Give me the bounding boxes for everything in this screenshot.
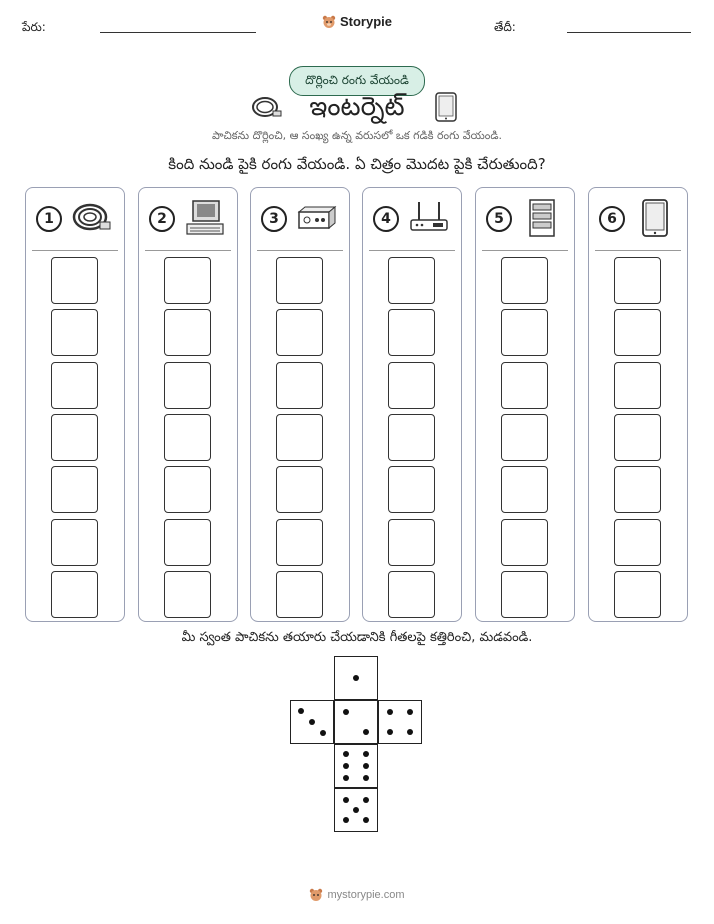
pip — [343, 817, 349, 823]
column-2 — [138, 187, 238, 622]
instruction-pill: దొర్లించి రంగు వేయండి — [289, 66, 425, 96]
cut-instruction: మీ స్వంత పాచికను తయారు చేయడానికి గీతలపై కత్తిరించి, మడవండి. — [181, 630, 533, 645]
column-divider — [257, 250, 343, 251]
pip — [363, 775, 369, 781]
color-box[interactable] — [501, 414, 548, 461]
color-box[interactable] — [276, 309, 323, 356]
dice-face-5 — [334, 788, 378, 832]
color-box[interactable] — [614, 414, 661, 461]
color-box[interactable] — [164, 414, 211, 461]
pip — [320, 730, 326, 736]
footer — [0, 888, 714, 902]
computer-icon — [183, 198, 227, 238]
column-divider — [369, 250, 455, 251]
brand-logo — [0, 14, 714, 29]
modem-icon — [295, 198, 339, 238]
column-4 — [362, 187, 462, 622]
color-box[interactable] — [501, 309, 548, 356]
color-box[interactable] — [388, 257, 435, 304]
pip — [407, 729, 413, 735]
date-line[interactable] — [567, 32, 691, 33]
color-box[interactable] — [51, 414, 98, 461]
color-box[interactable] — [276, 414, 323, 461]
pip — [343, 797, 349, 803]
color-box[interactable] — [51, 519, 98, 566]
color-box[interactable] — [51, 309, 98, 356]
color-box[interactable] — [276, 571, 323, 618]
color-box[interactable] — [388, 519, 435, 566]
pip — [407, 709, 413, 715]
pip — [298, 708, 304, 714]
pip — [387, 729, 393, 735]
name-label: పేరు: — [22, 20, 46, 34]
color-box[interactable] — [164, 571, 211, 618]
color-box[interactable] — [388, 571, 435, 618]
dice-face-4 — [378, 700, 422, 744]
name-line[interactable] — [100, 32, 256, 33]
color-box[interactable] — [164, 257, 211, 304]
pip — [363, 751, 369, 757]
color-box[interactable] — [501, 257, 548, 304]
pip — [343, 775, 349, 781]
color-box[interactable] — [388, 414, 435, 461]
column-number: 1 — [36, 206, 62, 232]
pip — [387, 709, 393, 715]
page-title: ఇంటర్నెట్ — [309, 92, 405, 122]
pip — [343, 751, 349, 757]
tablet-icon — [633, 198, 677, 238]
bear-icon — [322, 15, 336, 29]
column-divider — [32, 250, 118, 251]
pip — [343, 709, 349, 715]
column-number: 4 — [373, 206, 399, 232]
column-number: 3 — [261, 206, 287, 232]
pip — [363, 729, 369, 735]
color-box[interactable] — [388, 309, 435, 356]
tablet-icon — [435, 92, 457, 122]
date-label: తేదీ: — [494, 20, 516, 34]
color-box[interactable] — [164, 309, 211, 356]
pip — [309, 719, 315, 725]
color-box[interactable] — [276, 466, 323, 513]
color-box[interactable] — [614, 309, 661, 356]
pip — [363, 763, 369, 769]
column-divider — [595, 250, 681, 251]
question: కింది నుండి పైకి రంగు వేయండి. ఏ చిత్రం మొదట పైకి చేరుతుంది? — [168, 155, 546, 173]
color-box[interactable] — [501, 466, 548, 513]
color-box[interactable] — [276, 257, 323, 304]
color-box[interactable] — [276, 362, 323, 409]
color-box[interactable] — [276, 519, 323, 566]
column-number: 2 — [149, 206, 175, 232]
column-divider — [145, 250, 231, 251]
column-divider — [482, 250, 568, 251]
color-box[interactable] — [51, 257, 98, 304]
column-6 — [588, 187, 688, 622]
color-box[interactable] — [164, 519, 211, 566]
dice-face-2 — [334, 700, 378, 744]
server-icon — [520, 198, 564, 238]
color-box[interactable] — [614, 466, 661, 513]
color-box[interactable] — [501, 362, 548, 409]
dice-face-6 — [334, 744, 378, 788]
column-number: 6 — [599, 206, 625, 232]
pip — [363, 797, 369, 803]
color-box[interactable] — [51, 466, 98, 513]
color-box[interactable] — [614, 257, 661, 304]
column-3 — [250, 187, 350, 622]
bear-icon — [309, 888, 323, 902]
pip — [363, 817, 369, 823]
color-box[interactable] — [614, 519, 661, 566]
color-box[interactable] — [51, 571, 98, 618]
color-box[interactable] — [388, 362, 435, 409]
pip — [343, 763, 349, 769]
column-5 — [475, 187, 575, 622]
color-box[interactable] — [614, 362, 661, 409]
dice-face-1 — [334, 656, 378, 700]
subtitle: పాచికను దొర్లించి, ఆ సంఖ్య ఉన్న వరుసలో ఒక గడికి రంగు వేయండి. — [212, 129, 502, 142]
cable-icon — [70, 198, 114, 238]
color-box[interactable] — [51, 362, 98, 409]
router-icon — [407, 198, 451, 238]
dice-face-3 — [290, 700, 334, 744]
color-box[interactable] — [501, 571, 548, 618]
color-box[interactable] — [388, 466, 435, 513]
color-box[interactable] — [501, 519, 548, 566]
column-1 — [25, 187, 125, 622]
pip — [353, 675, 359, 681]
footer-url[interactable]: mystorypie.com — [327, 889, 405, 901]
brand-name: Storypie — [339, 14, 392, 29]
column-number: 5 — [486, 206, 512, 232]
pip — [353, 807, 359, 813]
color-box[interactable] — [614, 571, 661, 618]
color-box[interactable] — [164, 362, 211, 409]
color-box[interactable] — [164, 466, 211, 513]
